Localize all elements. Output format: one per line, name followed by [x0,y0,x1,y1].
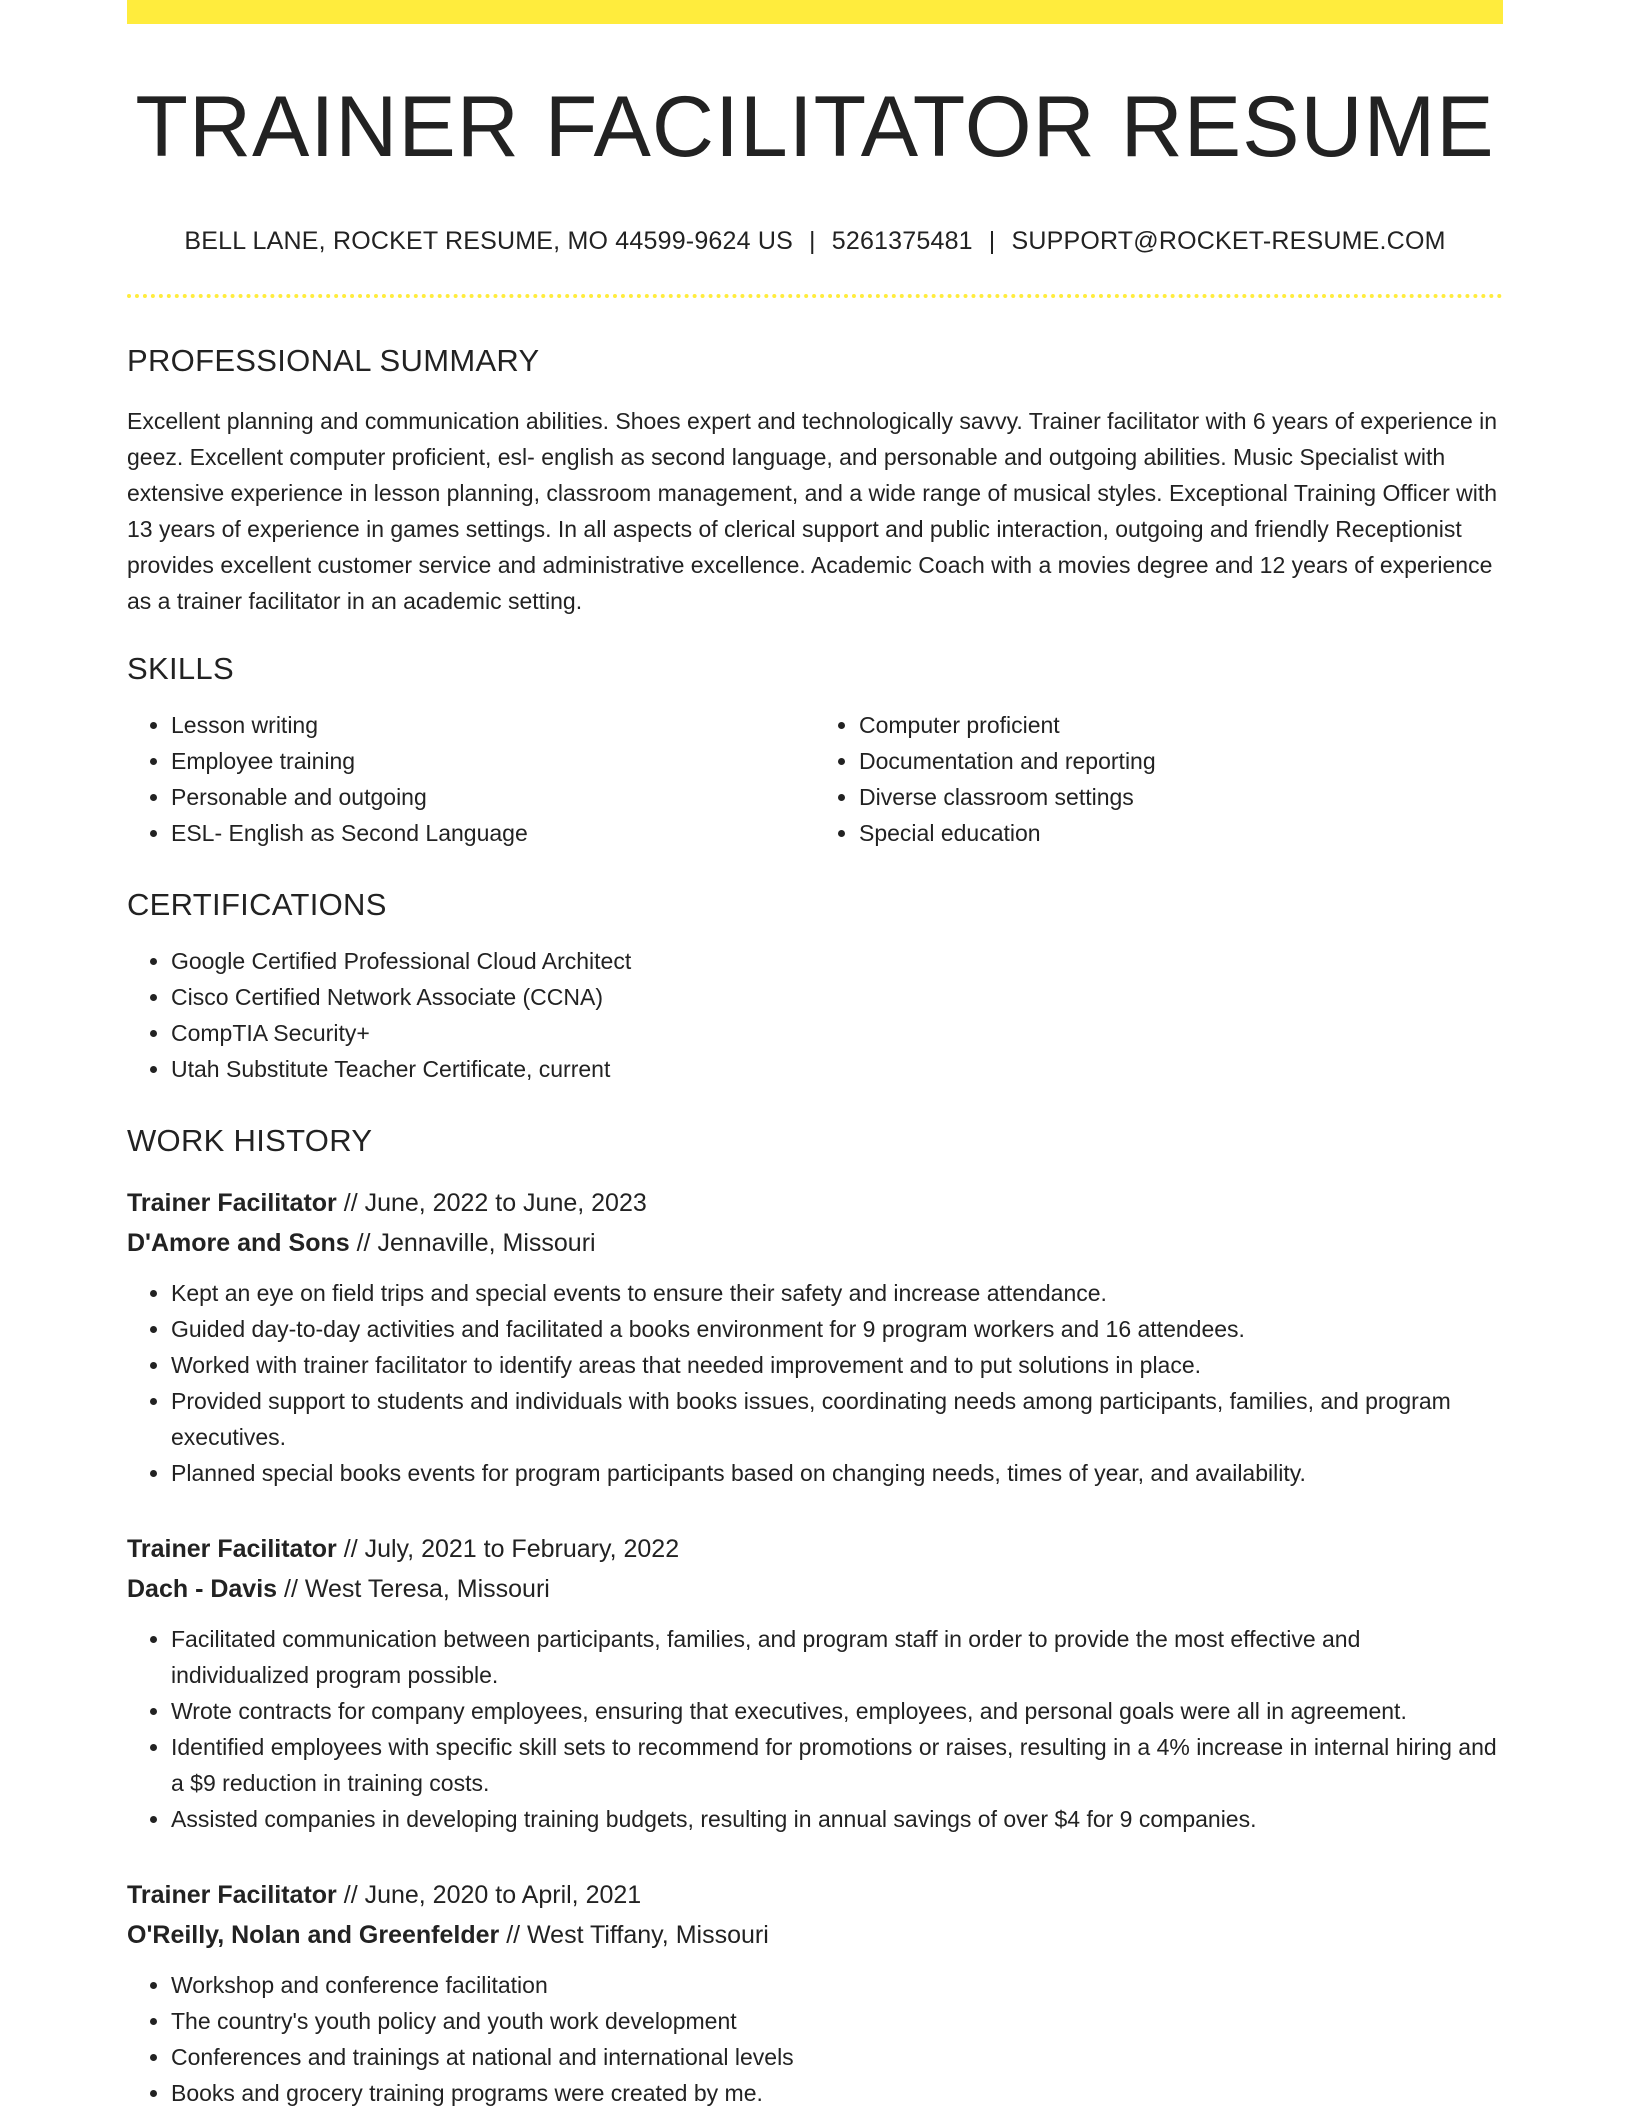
job-company: Dach - Davis [127,1574,278,1603]
contact-address: BELL LANE, ROCKET RESUME, MO 44599-9624 US [184,226,794,255]
job-bullets [127,1621,1503,1837]
job-dates: // June, 2020 to April, 2021 [336,1880,642,1909]
job-bullet: • Planned special books events for program participants based on changing needs, times of year, and availability. [171,1455,1503,1491]
job-company: O'Reilly, Nolan and Greenfelder [127,1920,500,1949]
job-entry [127,1529,1503,1837]
job-dates: // June, 2022 to June, 2023 [336,1188,647,1217]
job-bullet: • Provided support to students and individuals with books issues, coordinating needs among participants, families, and program executives. [171,1383,1503,1455]
contact-separator: | [988,226,996,255]
job-bullet: • Identified employees with specific skill sets to recommend for promotions or raises, resulting in a 4% increase in internal hiring and a $9 reduction in training costs. [171,1729,1503,1801]
job-entry [127,1183,1503,1491]
skill-item: • ESL- English as Second Language [171,815,815,851]
job-bullet: • Worked with trainer facilitator to identify areas that needed improvement and to put solutions in place. [171,1347,1503,1383]
job-location: // West Teresa, Missouri [277,1574,550,1603]
contact-phone: 5261375481 [831,226,973,255]
job-bullet: • The country's youth policy and youth work development [171,2003,1503,2039]
contact-email: SUPPORT@ROCKET-RESUME.COM [1011,226,1446,255]
work-history-heading: WORK HISTORY [127,1122,373,1158]
job-bullets [127,1967,1503,2111]
skill-item: • Employee training [171,743,815,779]
job-location: // Jennaville, Missouri [349,1228,596,1257]
job-bullet: • Conferences and trainings at national and international levels [171,2039,1503,2075]
job-bullet: • Assisted companies in developing training budgets, resulting in annual savings of over $4 for 9 companies. [171,1801,1503,1837]
job-title-line [127,1529,1503,1569]
contact-separator: | [809,226,816,255]
skill-item: • Documentation and reporting [859,743,1503,779]
certification-item: • Google Certified Professional Cloud Architect [171,943,1503,979]
job-title: Trainer Facilitator [127,1880,337,1909]
job-bullet: • Kept an eye on field trips and special events to ensure their safety and increase attendance. [171,1275,1503,1311]
skills-grid [127,707,1503,851]
certifications-list [127,943,1503,1087]
skill-item: • Special education [859,815,1503,851]
accent-top-bar [127,0,1503,24]
contact-line [127,227,1503,256]
summary-heading: PROFESSIONAL SUMMARY [127,342,540,378]
resume-title: TRAINER FACILITATOR RESUME [135,79,1495,175]
job-company: D'Amore and Sons [127,1228,350,1257]
job-company-line [127,1223,1503,1263]
job-bullets [127,1275,1503,1491]
job-title: Trainer Facilitator [127,1188,337,1217]
job-title-line [127,1183,1503,1223]
job-bullet: • Books and grocery training programs were created by me. [171,2075,1503,2111]
job-entry [127,1875,1503,2111]
job-title-line [127,1875,1503,1915]
skill-item: • Diverse classroom settings [859,779,1503,815]
skill-item: • Computer proficient [859,707,1503,743]
certifications-heading: CERTIFICATIONS [127,886,387,922]
job-dates: // July, 2021 to February, 2022 [336,1534,680,1563]
job-bullet: • Wrote contracts for company employees, ensuring that executives, employees, and personal goals were all in agreement. [171,1693,1503,1729]
certification-item: • CompTIA Security+ [171,1015,1503,1051]
certification-item: • Utah Substitute Teacher Certificate, current [171,1051,1503,1087]
job-company-line [127,1569,1503,1609]
skills-left-list [127,707,815,851]
certification-item: • Cisco Certified Network Associate (CCNA) [171,979,1503,1015]
dotted-divider [127,294,1503,298]
job-bullet: • Guided day-to-day activities and facilitated a books environment for 9 program workers and 16 attendees. [171,1311,1503,1347]
job-location: // West Tiffany, Missouri [499,1920,769,1949]
job-company-line [127,1915,1503,1955]
job-title: Trainer Facilitator [127,1534,337,1563]
summary-text: Excellent planning and communication abilities. Shoes expert and technologically savvy. Trainer facilitator with 6 years of experience in geez. Excellent computer proficient, esl- english as second language, and personable and outgoing abilities. Music Specialist with extensive experience in lesson planning, classroom management, and a wide range of musical styles. Exceptional Training Officer with 13 years of experience in games settings. In all aspects of clerical support and public interaction, outgoing and friendly Receptionist provides excellent customer service and administrative excellence. Academic Coach with a movies degree and 12 years of experience as a trainer facilitator in an academic setting. [127,407,1498,614]
skills-heading: SKILLS [127,650,234,686]
resume-page [127,0,1503,2111]
skill-item: • Personable and outgoing [171,779,815,815]
job-bullet: • Workshop and conference facilitation [171,1967,1503,2003]
job-bullet: • Facilitated communication between participants, families, and program staff in order to provide the most effective and individualized program possible. [171,1621,1503,1693]
skills-right-list [815,707,1503,851]
skill-item: • Lesson writing [171,707,815,743]
